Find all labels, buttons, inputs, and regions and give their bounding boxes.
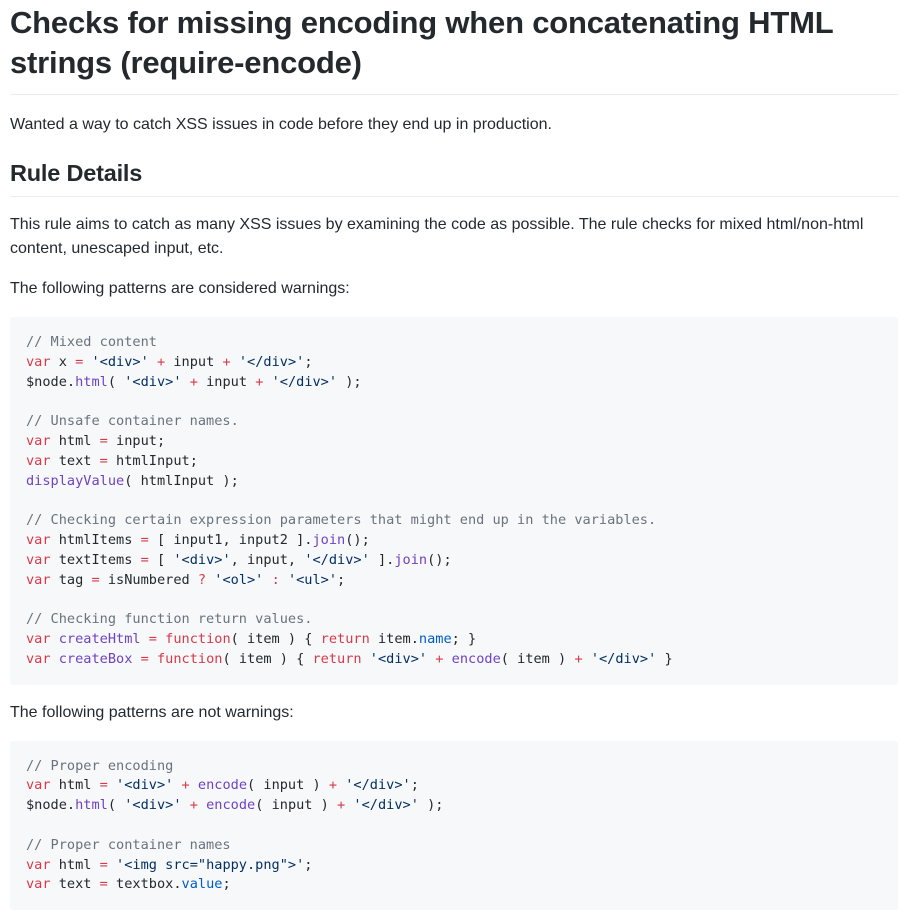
code-token: displayValue	[26, 472, 125, 489]
code-line	[26, 452, 882, 472]
code-token: // Mixed content	[26, 333, 157, 350]
code-token: }	[656, 650, 673, 667]
code-token: +	[255, 373, 264, 390]
code-line	[26, 412, 882, 432]
code-token: );	[418, 797, 444, 814]
code-token	[362, 651, 370, 667]
code-token: var	[26, 630, 51, 647]
code-token: , input,	[230, 551, 305, 568]
code-token: var	[26, 777, 51, 794]
code-token: '<div>'	[124, 797, 182, 814]
code-token: join	[312, 531, 346, 548]
code-token: +	[328, 777, 338, 794]
code-token: '</div>'	[353, 797, 419, 814]
code-token: item.	[369, 630, 419, 647]
code-token: '<div>'	[116, 777, 174, 794]
code-token	[263, 374, 271, 390]
code-token: '<div>'	[91, 353, 149, 370]
code-token: input	[165, 353, 223, 370]
code-token: // Unsafe container names.	[26, 413, 239, 430]
code-token: +	[181, 777, 190, 794]
code-token: textItems	[50, 551, 141, 568]
code-line	[26, 590, 882, 610]
code-line	[26, 531, 882, 551]
code-token: ( htmlInput );	[124, 472, 239, 489]
code-token: html	[50, 856, 100, 873]
code-token: ?	[197, 571, 207, 588]
code-token: '</div>'	[304, 551, 370, 568]
code-token: htmlInput;	[107, 452, 198, 469]
code-token: var	[26, 571, 51, 588]
code-token: join	[394, 551, 428, 568]
code-token: ();	[427, 551, 452, 568]
code-line	[26, 551, 882, 571]
code-token: =	[99, 876, 108, 893]
code-token: =	[140, 551, 149, 568]
code-token: '<ol>'	[214, 571, 264, 588]
code-token: [ input1, input2 ].	[148, 531, 313, 548]
code-token: (	[107, 373, 125, 390]
code-token: ();	[345, 531, 370, 548]
code-token: );	[337, 373, 362, 390]
code-token: (	[107, 797, 125, 814]
code-token: ;	[337, 571, 346, 588]
code-token: =	[99, 856, 108, 873]
code-token: encode	[451, 650, 501, 667]
code-token: =	[99, 452, 108, 469]
code-token: =	[148, 630, 157, 647]
code-token: ( input )	[247, 777, 329, 794]
code-token: text	[50, 876, 100, 893]
code-token: ; }	[451, 630, 477, 647]
code-token	[190, 777, 198, 793]
code-token: html	[50, 432, 100, 449]
code-token: $node.	[26, 373, 76, 390]
code-line	[26, 816, 882, 836]
code-token: html	[75, 797, 108, 814]
code-token: var	[26, 650, 51, 667]
code-token: ( input )	[255, 797, 338, 814]
code-line	[26, 472, 882, 492]
code-token	[51, 651, 59, 667]
code-token	[583, 651, 591, 667]
code-token: +	[222, 353, 231, 370]
code-token: =	[99, 432, 108, 449]
not-warnings-code-block	[10, 741, 898, 911]
code-line	[26, 610, 882, 630]
code-token: '<div>'	[173, 551, 231, 568]
page-title: Checks for missing encoding when concatenating HTML strings (require-encode)	[10, 0, 898, 95]
code-token: isNumbered	[99, 571, 198, 588]
code-line	[26, 511, 882, 531]
code-token: =	[140, 531, 149, 548]
code-token	[149, 651, 157, 667]
code-token: '<ul>'	[287, 571, 338, 588]
code-line	[26, 333, 882, 353]
code-token: var	[26, 551, 51, 568]
code-token: createBox	[58, 650, 133, 667]
code-token: name	[418, 630, 452, 647]
code-token: // Checking certain expression parameters that might end up in the variables.	[26, 512, 657, 529]
code-token: function	[156, 650, 223, 667]
code-token: html	[75, 373, 108, 390]
code-token: input	[197, 373, 256, 390]
code-token	[149, 354, 157, 370]
code-token: function	[165, 630, 231, 647]
rule-description-paragraph: This rule aims to catch as many XSS issues by examining the code as possible. The rule checks for mixed html/non-html content, unescaped input, etc.	[10, 215, 864, 257]
code-token	[280, 572, 288, 588]
code-token: +	[189, 797, 198, 814]
code-token: ;	[410, 777, 419, 794]
code-line	[26, 836, 882, 856]
code-token: +	[435, 650, 444, 667]
code-line	[26, 392, 882, 412]
code-token: ( item )	[500, 650, 575, 667]
code-token: ].	[369, 551, 395, 568]
warnings-intro-paragraph: The following patterns are considered warnings:	[10, 279, 350, 297]
code-line	[26, 373, 882, 393]
code-line	[26, 856, 882, 876]
code-token: html	[50, 777, 100, 794]
code-token: +	[574, 650, 583, 667]
warnings-code-block	[10, 317, 898, 685]
code-token: [	[148, 551, 174, 568]
code-token: // Proper encoding	[26, 757, 174, 774]
code-token: var	[26, 353, 51, 370]
code-token: encode	[197, 777, 248, 794]
code-token: value	[181, 876, 223, 893]
code-line	[26, 796, 882, 816]
code-line	[26, 630, 882, 650]
code-token: +	[189, 373, 198, 390]
code-token: var	[26, 432, 51, 449]
code-token	[182, 374, 190, 390]
code-token: htmlItems	[50, 531, 141, 548]
code-token	[157, 631, 165, 647]
code-token: // Checking function return values.	[26, 611, 313, 628]
code-token	[51, 631, 59, 647]
code-token: =	[91, 571, 100, 588]
code-token	[132, 651, 140, 667]
code-token: =	[75, 353, 84, 370]
intro-paragraph: Wanted a way to catch XSS issues in code before they end up in production.	[10, 115, 552, 133]
code-token: createHtml	[58, 630, 141, 647]
code-token	[231, 354, 239, 370]
code-line	[26, 571, 882, 591]
code-token: return	[312, 650, 362, 667]
code-token: '<div>'	[124, 373, 182, 390]
code-token: var	[26, 856, 51, 873]
code-token: '</div>'	[271, 373, 338, 390]
code-token: ( item ) {	[230, 630, 321, 647]
code-line	[26, 491, 882, 511]
code-line	[26, 776, 882, 796]
code-line	[26, 875, 882, 895]
code-token: encode	[206, 797, 256, 814]
code-token: tag	[50, 571, 92, 588]
code-token: ;	[222, 876, 231, 893]
code-token: var	[26, 452, 51, 469]
code-line	[26, 353, 882, 373]
code-token: '<div>'	[369, 650, 428, 667]
code-line	[26, 650, 882, 670]
code-token: text	[50, 452, 100, 469]
code-token: ( item ) {	[222, 650, 313, 667]
code-line	[26, 757, 882, 777]
code-token: x	[50, 353, 76, 370]
code-token: return	[320, 630, 370, 647]
code-token: var	[26, 531, 51, 548]
code-token: =	[140, 650, 149, 667]
code-token: '</div>'	[590, 650, 657, 667]
code-token: ;	[304, 353, 313, 370]
code-token: '<img src="happy.png">'	[116, 856, 305, 873]
code-token	[83, 354, 91, 370]
code-token: ;	[304, 856, 313, 873]
code-token: '</div>'	[345, 777, 411, 794]
code-token: // Proper container names	[26, 836, 231, 853]
code-token: textbox.	[107, 876, 182, 893]
code-token: +	[156, 353, 166, 370]
code-token	[198, 797, 206, 813]
code-token: '</div>'	[238, 353, 305, 370]
code-token: :	[271, 571, 280, 588]
code-token	[182, 797, 190, 813]
code-token: $node.	[26, 797, 76, 814]
code-token	[337, 777, 345, 793]
code-token: var	[26, 876, 51, 893]
code-token	[108, 857, 116, 873]
not-warnings-intro-paragraph: The following patterns are not warnings:	[10, 703, 294, 721]
code-token	[173, 777, 181, 793]
code-line	[26, 432, 882, 452]
code-token	[263, 572, 271, 588]
code-token	[141, 631, 149, 647]
code-token	[443, 651, 451, 667]
section-heading-rule-details: Rule Details	[10, 159, 898, 197]
code-token: =	[99, 777, 108, 794]
code-token: input;	[107, 432, 166, 449]
code-token: +	[337, 797, 346, 814]
code-token	[108, 777, 116, 793]
